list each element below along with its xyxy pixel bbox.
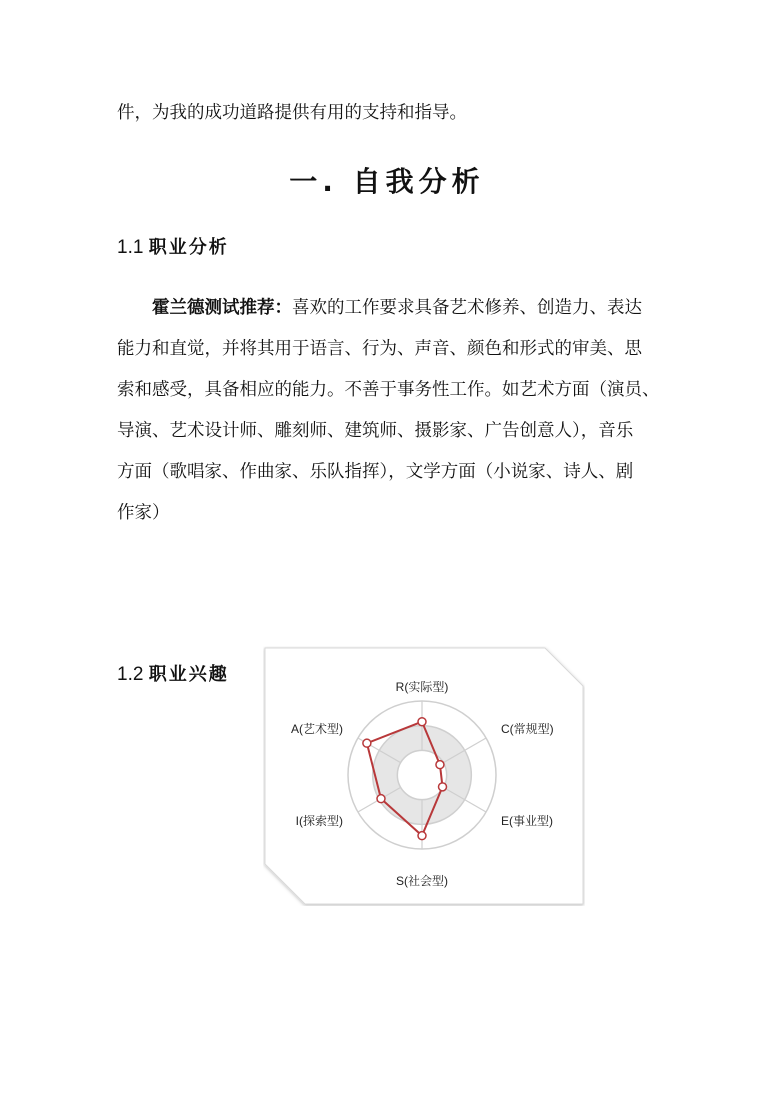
subsection-heading-career-interest	[117, 660, 229, 686]
radar-chart	[263, 646, 585, 906]
subsection-number: 1.2	[117, 664, 144, 685]
subsection-title: 职业分析	[148, 237, 229, 258]
holland-recommendation-paragraph	[117, 288, 658, 534]
paragraph-line: 索和感受，具备相应的能力。不善于事务性工作。如艺术方面（演员、	[117, 380, 660, 400]
radar-point-2	[439, 783, 447, 791]
radar-point-5	[363, 739, 371, 747]
paragraph-line: 作家）	[117, 503, 170, 523]
radar-axis-label: R(实际型)	[395, 680, 449, 694]
intro-text-line: 件，为我的成功道路提供有用的支持和指导。	[117, 103, 467, 123]
radar-point-4	[377, 795, 385, 803]
paragraph-line	[117, 288, 658, 329]
radar-axis-label: A(艺术型)	[291, 722, 343, 736]
subsection-number: 1.1	[117, 237, 144, 258]
section-title: 一. 自我分析	[289, 165, 485, 198]
holland-lead: 霍兰德测试推荐：	[152, 298, 292, 318]
radar-point-0	[418, 718, 426, 726]
paragraph-line-text: 喜欢的工作要求具备艺术修养、创造力、表达	[292, 298, 642, 318]
radar-axis-label: C(常规型)	[501, 722, 554, 736]
subsection-heading-career-analysis	[117, 233, 229, 259]
paragraph-line: 方面（歌唱家、作曲家、乐队指挥），文学方面（小说家、诗人、剧	[117, 462, 634, 482]
paragraph-line: 导演、艺术设计师、雕刻师、建筑师、摄影家、广告创意人），音乐	[117, 421, 634, 441]
radar-axis-label: I(探索型)	[295, 814, 343, 828]
radar-chart-card	[263, 646, 585, 906]
radar-point-1	[436, 761, 444, 769]
subsection-title: 职业兴趣	[148, 664, 229, 685]
radar-axis-label: E(事业型)	[501, 814, 553, 828]
radar-axis-label: S(社会型)	[396, 874, 448, 888]
radar-point-3	[418, 832, 426, 840]
paragraph-line: 能力和直觉，并将其用于语言、行为、声音、颜色和形式的审美、思	[117, 339, 642, 359]
